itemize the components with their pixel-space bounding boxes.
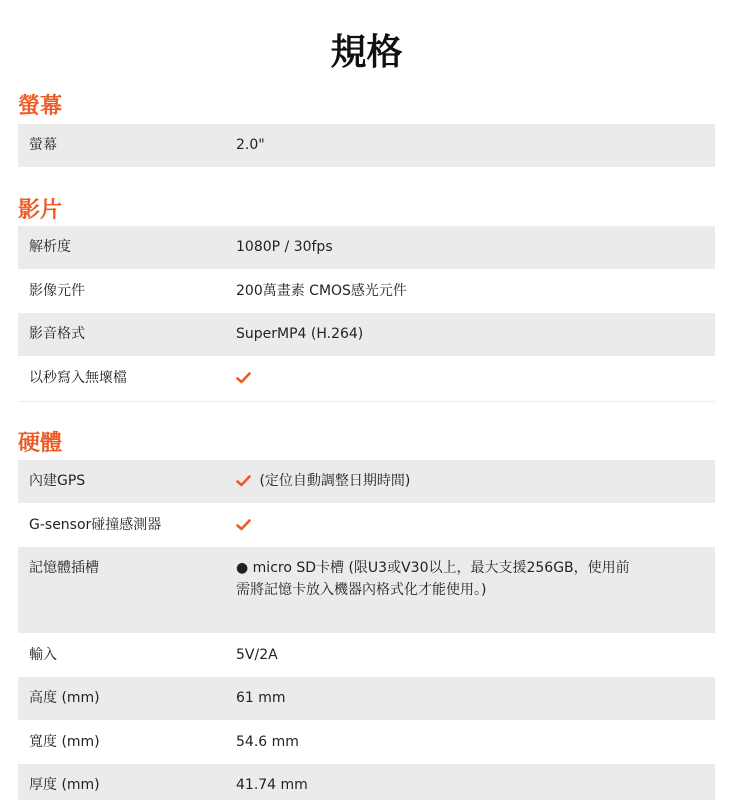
page-title: 規格 bbox=[330, 32, 403, 73]
spec-label: 內建GPS bbox=[29, 473, 86, 489]
spec-row bbox=[18, 460, 715, 503]
spec-row bbox=[18, 124, 715, 167]
check-icon bbox=[236, 475, 251, 487]
section-title-screen: 螢幕 bbox=[18, 94, 63, 119]
spec-label: 記憶體插槽 bbox=[29, 560, 99, 576]
memory-note-line1: ● micro SD卡槽 (限U3或V30以上，最大支援256GB，使用前 bbox=[236, 560, 630, 576]
spec-label: 影像元件 bbox=[29, 283, 85, 299]
spec-label: G-sensor碰撞感測器 bbox=[29, 517, 162, 533]
spec-label: 輸入 bbox=[29, 647, 57, 663]
spec-row bbox=[18, 226, 715, 269]
check-icon bbox=[236, 372, 251, 384]
spec-label: 螢幕 bbox=[29, 137, 57, 153]
spec-value: 1080P / 30fps bbox=[236, 239, 333, 255]
spec-value: 41.74 mm bbox=[236, 777, 308, 793]
spec-row bbox=[18, 677, 715, 720]
gps-note: (定位自動調整日期時間) bbox=[259, 473, 411, 489]
section-title-video: 影片 bbox=[18, 198, 63, 223]
spec-value bbox=[236, 514, 706, 536]
check-icon bbox=[236, 519, 251, 531]
spec-row bbox=[18, 269, 715, 313]
spec-row bbox=[18, 633, 715, 677]
spec-row bbox=[18, 313, 715, 356]
spec-label: 寬度 (mm) bbox=[29, 734, 100, 750]
spec-value: 5V/2A bbox=[236, 647, 278, 663]
spec-row bbox=[18, 356, 715, 402]
spec-row bbox=[18, 764, 715, 800]
spec-value bbox=[236, 367, 706, 389]
spec-row bbox=[18, 503, 715, 547]
spec-value: 200萬畫素 CMOS感光元件 bbox=[236, 283, 407, 299]
spec-row bbox=[18, 547, 715, 633]
spec-label: 厚度 (mm) bbox=[29, 777, 100, 793]
spec-value: SuperMP4 (H.264) bbox=[236, 326, 364, 342]
section-title-hardware: 硬體 bbox=[18, 431, 63, 456]
spec-label: 解析度 bbox=[29, 239, 71, 255]
spec-value bbox=[236, 470, 706, 492]
spec-label: 高度 (mm) bbox=[29, 690, 100, 706]
spec-label: 影音格式 bbox=[29, 326, 85, 342]
spec-row bbox=[18, 720, 715, 764]
spec-value: 54.6 mm bbox=[236, 734, 299, 750]
memory-note-line2: 需將記憶卡放入機器內格式化才能使用。) bbox=[236, 582, 487, 598]
spec-value: 61 mm bbox=[236, 690, 286, 706]
spec-value: 2.0" bbox=[236, 137, 265, 153]
spec-label: 以秒寫入無壞檔 bbox=[29, 370, 127, 386]
spec-value bbox=[236, 557, 706, 601]
